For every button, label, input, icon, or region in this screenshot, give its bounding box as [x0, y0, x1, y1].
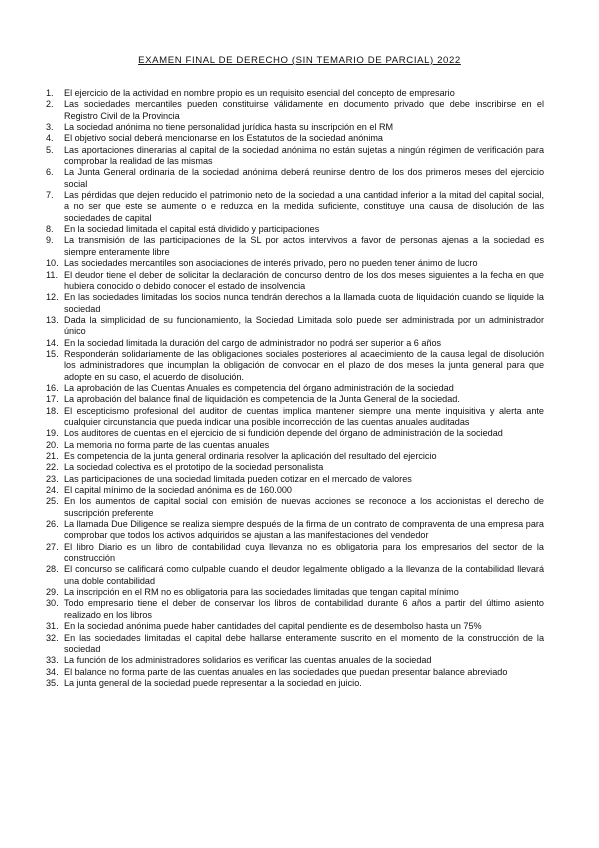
- question-number: 10.: [46, 258, 59, 269]
- exam-title: EXAMEN FINAL DE DERECHO (SIN TEMARIO DE PARCIAL) 2022: [138, 55, 461, 66]
- question-number: 19.: [46, 428, 59, 439]
- question-item: [46, 383, 544, 394]
- question-text: Las sociedades mercantiles pueden constituirse válidamente en documento privado que debe inscribirse en el Registro Civil de la Provincia: [64, 99, 544, 121]
- question-number: 1.: [46, 88, 54, 98]
- question-item: [46, 235, 544, 258]
- question-text: El objetivo social deberá mencionarse en los Estatutos de la sociedad anónima: [64, 133, 383, 144]
- question-text: En la sociedad limitada la duración del cargo de administrador no podrá ser superior a 6 años: [64, 337, 442, 348]
- question-item: [46, 598, 544, 621]
- question-text: La sociedad colectiva es el prototipo de la sociedad personalista: [64, 462, 324, 473]
- question-item: [46, 406, 544, 429]
- question-number: 18.: [46, 405, 59, 416]
- question-number: 22.: [46, 462, 59, 473]
- question-item: [46, 542, 544, 565]
- question-text: El ejercicio de la actividad en nombre propio es un requisito esencial del concepto de empresario: [64, 88, 455, 98]
- question-item: [46, 462, 544, 473]
- question-number: 21.: [46, 451, 59, 461]
- question-text: El libro Diario es un libro de contabilidad cuya llevanza no es obligatoria para los empresarios del sector de la construcción: [64, 541, 544, 564]
- question-number: 33.: [46, 655, 59, 666]
- question-item: [46, 678, 544, 689]
- question-item: [46, 190, 544, 224]
- question-item: [46, 145, 544, 168]
- question-number: 26.: [46, 519, 59, 530]
- question-text: Las participaciones de una sociedad limitada pueden cotizar en el mercado de valores: [64, 473, 412, 484]
- question-number: 4.: [46, 133, 54, 144]
- question-number: 31.: [46, 621, 59, 632]
- question-item: [46, 338, 544, 349]
- question-text: Es competencia de la junta general ordinaria resolver la aplicación del resultado del ejercicio: [64, 451, 437, 461]
- question-text: En las sociedades limitadas el capital debe hallarse enteramente suscrito en el momento de la construcción de la sociedad: [64, 632, 544, 654]
- question-number: 34.: [46, 666, 59, 677]
- question-item: [46, 587, 544, 598]
- question-number: 27.: [46, 541, 59, 552]
- question-item: [46, 655, 544, 666]
- question-text: En los aumentos de capital social con emisión de nuevas acciones se reconoce a los accionistas el derecho de suscripción preferente: [64, 496, 544, 518]
- question-number: 5.: [46, 144, 54, 155]
- question-number: 16.: [46, 382, 59, 393]
- question-item: [46, 667, 544, 678]
- question-number: 23.: [46, 473, 59, 484]
- question-item: [46, 428, 544, 439]
- question-item: [46, 485, 544, 496]
- question-item: [46, 394, 544, 405]
- question-text: Dada la simplicidad de su funcionamiento, la Sociedad Limitada solo puede ser administrada por un administrador único: [64, 314, 544, 337]
- question-text: La Junta General ordinaria de la sociedad anónima deberá reunirse dentro de los dos primeros meses del ejercicio social: [64, 167, 544, 189]
- question-number: 6.: [46, 167, 54, 178]
- question-number: 13.: [46, 314, 59, 325]
- question-item: [46, 519, 544, 542]
- question-text: Las aportaciones dinerarias al capital de la sociedad anónima no están sujetas a ningún régimen de verificación para comprobar la realidad de las mismas: [64, 144, 544, 167]
- question-item: [46, 167, 544, 190]
- question-item: [46, 99, 544, 122]
- question-item: [46, 122, 544, 133]
- question-number: 25.: [46, 496, 59, 507]
- question-number: 32.: [46, 632, 59, 643]
- question-item: [46, 349, 544, 383]
- question-number: 29.: [46, 587, 59, 598]
- question-text: La función de los administradores solidarios es verificar las cuentas anuales de la sociedad: [64, 655, 432, 666]
- question-item: [46, 633, 544, 656]
- question-text: La memoria no forma parte de las cuentas anuales: [64, 439, 270, 450]
- question-number: 35.: [46, 677, 59, 688]
- question-list: [46, 88, 544, 689]
- question-text: Todo empresario tiene el deber de conservar los libros de contabilidad durante 6 años a partir del último asiento realizado en los libros: [64, 598, 544, 620]
- question-number: 30.: [46, 598, 59, 609]
- question-item: [46, 564, 544, 587]
- question-item: [46, 496, 544, 519]
- question-number: 28.: [46, 564, 59, 575]
- question-text: Las sociedades mercantiles son asociaciones de interés privado, pero no pueden tener ánimo de lucro: [64, 258, 478, 269]
- question-text: La inscripción en el RM no es obligatoria para las sociedades limitadas que tengan capital mínimo: [64, 587, 459, 598]
- question-number: 17.: [46, 394, 59, 405]
- question-item: [46, 224, 544, 235]
- question-number: 20.: [46, 439, 59, 450]
- question-text: Responderán solidariamente de las obligaciones sociales posteriores al acaecimiento de la causa legal de disolución los administradores que incumplan la obligación de convocar en el plazo de dos meses la junta general para que adopte en su caso, el acuerdo de disolución.: [64, 348, 544, 382]
- question-number: 12.: [46, 292, 59, 303]
- question-number: 2.: [46, 99, 54, 110]
- question-text: El deudor tiene el deber de solicitar la declaración de concurso dentro de los dos meses siguientes a la fecha en que hubiera conocido o debido conocer el estado de insolvencia: [64, 269, 544, 291]
- question-text: En las sociedades limitadas los socios nunca tendrán derechos a la llamada cuota de liquidación cuando se liquide la sociedad: [64, 292, 544, 314]
- question-text: En la sociedad limitada el capital está dividido y participaciones: [64, 224, 320, 235]
- question-item: [46, 133, 544, 144]
- question-item: [46, 258, 544, 269]
- question-number: 9.: [46, 235, 54, 246]
- question-number: 24.: [46, 485, 59, 496]
- question-text: La llamada Due Diligence se realiza siempre después de la firma de un contrato de compraventa de una empresa para comprobar que todos los activos adquiridos se ajustan a las manifestaciones del vendedor: [64, 519, 544, 541]
- question-text: La aprobación del balance final de liquidación es competencia de la Junta General de la sociedad.: [64, 394, 460, 405]
- question-item: [46, 621, 544, 632]
- question-item: [46, 451, 544, 462]
- question-number: 15.: [46, 348, 59, 359]
- question-number: 3.: [46, 122, 54, 133]
- question-text: El concurso se calificará como culpable cuando el deudor legalmente obligado a la llevanza de la contabilidad llevará una doble contabilidad: [64, 564, 544, 586]
- question-item: [46, 270, 544, 293]
- question-number: 7.: [46, 190, 54, 201]
- question-text: En la sociedad anónima puede haber cantidades del capital pendiente es de desembolso hasta un 75%: [64, 621, 482, 632]
- question-number: 14.: [46, 337, 59, 348]
- question-text: El balance no forma parte de las cuentas anuales en las sociedades que puedan presentar balance abreviado: [64, 666, 508, 677]
- question-text: El escepticismo profesional del auditor de cuentas implica mantener siempre una mente inquisitiva y alerta ante cualquier circunstancia que pueda indicar una posible incorrección de las cuentas anuales auditadas: [64, 405, 544, 427]
- question-text: La transmisión de las participaciones de la SL por actos intervivos a favor de personas ajenas a la sociedad es siempre enteramente libre: [64, 235, 544, 257]
- question-item: [46, 88, 544, 99]
- question-number: 11.: [46, 269, 58, 280]
- question-number: 8.: [46, 224, 54, 235]
- question-text: Los auditores de cuentas en el ejercicio de si fundición depende del órgano de administración de la sociedad: [64, 428, 503, 439]
- question-text: Las pérdidas que dejen reducido el patrimonio neto de la sociedad a una cantidad inferior a la mitad del capital social, a no ser que este se aumente o e reduzca en la medida suficiente, constituye una causa de disolución de las sociedades de capital: [64, 190, 544, 223]
- question-text: La aprobación de las Cuentas Anuales es competencia del órgano administración de la sociedad: [64, 382, 454, 393]
- question-text: El capital mínimo de la sociedad anónima es de 160.000: [64, 485, 292, 496]
- question-item: [46, 440, 544, 451]
- question-item: [46, 292, 544, 315]
- question-item: [46, 474, 544, 485]
- question-item: [46, 315, 544, 338]
- question-text: La sociedad anónima no tiene personalidad jurídica hasta su inscripción en el RM: [64, 122, 394, 133]
- question-text: La junta general de la sociedad puede representar a la sociedad en juicio.: [64, 677, 362, 688]
